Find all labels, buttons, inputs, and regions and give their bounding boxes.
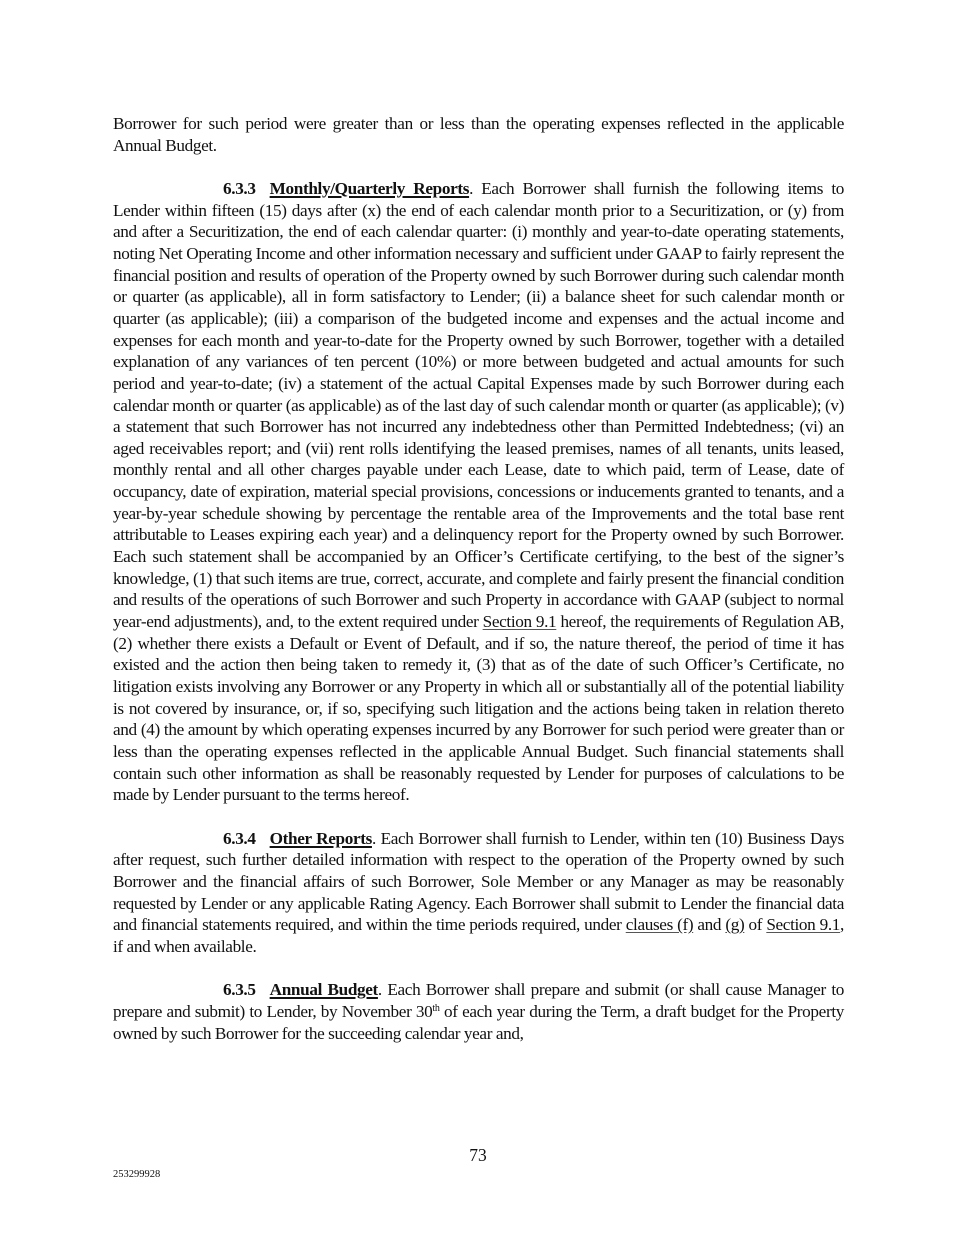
section-6-3-3 <box>113 178 844 806</box>
document-page <box>113 113 844 1066</box>
section-number: 6.3.3 <box>223 178 256 198</box>
section-number: 6.3.4 <box>223 828 256 848</box>
section-body: . Each Borrower shall furnish the following items to Lender within fifteen (15) days after (x) the end of each calendar month prior to a Securitization, or (y) from and after a Securitization, the end of each calendar quarter: (i) monthly and year-to-date operating statements, noting Net Operating Income and other information necessary and sufficient under GAAP to fairly represent the financial position and results of operation of the Property owned by such Borrower during such calendar month or quarter (as applicable), all in form satisfactory to Lender; (ii) a balance sheet for such calendar month or quarter (as applicable); (iii) a comparison of the budgeted income and expenses and the actual income and expenses for each month and year-to-date for the Property owned by such Borrower, together with a detailed explanation of any variances of ten percent (10%) or more between budgeted and actual amounts for such period and year-to-date; (iv) a statement of the actual Capital Expenses made by such Borrower during each calendar month or quarter (as applicable) as of the last day of such calendar month or quarter (as applicable); (v) a statement that such Borrower has not incurred any indebtedness other than Permitted Indebtedness; (vi) an aged receivables report; and (vii) rent rolls identifying the leased premises, names of all tenants, units leased, monthly rental and all other charges payable under each Lease, date to which paid, term of Lease, date of occupancy, date of expiration, material special provisions, concessions or inducements granted to tenants, and a year-by-year schedule showing by percentage the rentable area of the Improvements and the total base rent attributable to Leases expiring each year) and a delinquency report for the Property owned by such Borrower. Each such statement shall be accompanied by an Officer’s Certificate certifying, to the best of the signer’s knowledge, (1) that such items are true, correct, accurate, and complete and fairly present the financial condition and results of the operations of such Borrower and such Property in accordance with GAAP (subject to normal year-end adjustments), and, to the extent required under <box>113 178 844 632</box>
cross-reference-link[interactable]: clauses (f) <box>625 915 694 935</box>
section-body: of <box>744 915 767 935</box>
section-title: Monthly/Quarterly Reports <box>269 178 470 198</box>
section-body: . Each Borrower shall furnish to Lender, within ten (10) Business Days after request, such further detailed information with respect to the operation of the Property owned by such Borrower and the financial affairs of such Borrower, Sole Member or any Manager as may be reasonably requested by Lender or any applicable Rating Agency. Each Borrower shall submit to Lender the financial data and financial statements required, and within the time periods required, under <box>113 828 844 935</box>
section-6-3-5 <box>113 979 844 1044</box>
ordinal-superscript: th <box>432 1002 440 1014</box>
section-number: 6.3.5 <box>223 980 256 1000</box>
cross-reference-link[interactable]: Section 9.1 <box>482 612 557 632</box>
section-6-3-4 <box>113 828 844 958</box>
cross-reference-link[interactable]: (g) <box>725 915 745 935</box>
continuation-paragraph: Borrower for such period were greater than or less than the operating expenses reflected in the applicable Annual Budget. <box>113 114 844 155</box>
section-body: . Each Borrower shall prepare and submit (or shall cause Manager to prepare and submit) to Lender, by November 30 <box>113 980 844 1021</box>
cross-reference-link[interactable]: Section 9.1 <box>766 915 841 935</box>
section-title: Other Reports <box>269 828 372 848</box>
document-id: 253299928 <box>113 1169 161 1180</box>
section-title: Annual Budget <box>269 980 378 1000</box>
page-number: 73 <box>469 1145 487 1165</box>
section-body: and <box>693 915 726 935</box>
section-body: of each year during the Term, a draft budget for the Property owned by such Borrower for the succeeding calendar year and, <box>113 1001 844 1043</box>
section-body: , if and when available. <box>113 915 844 956</box>
section-body: hereof, the requirements of Regulation AB, (2) whether there exists a Default or Event of Default, and if so, the nature thereof, the period of time it has existed and the action then being taken to remedy it, (3) that as of the date of such Officer’s Certificate, no litigation exists involving any Borrower or any Property in which all or substantially all of the potential liability is not covered by insurance, or, if so, specifying such litigation and the actions being taken in relation thereto and (4) the amount by which operating expenses incurred by any Borrower for such period were greater than or less than the operating expenses reflected in the applicable Annual Budget. Such financial statements shall contain such other information as shall be reasonably requested by Lender for purposes of calculations to be made by Lender pursuant to the terms hereof. <box>113 612 844 805</box>
